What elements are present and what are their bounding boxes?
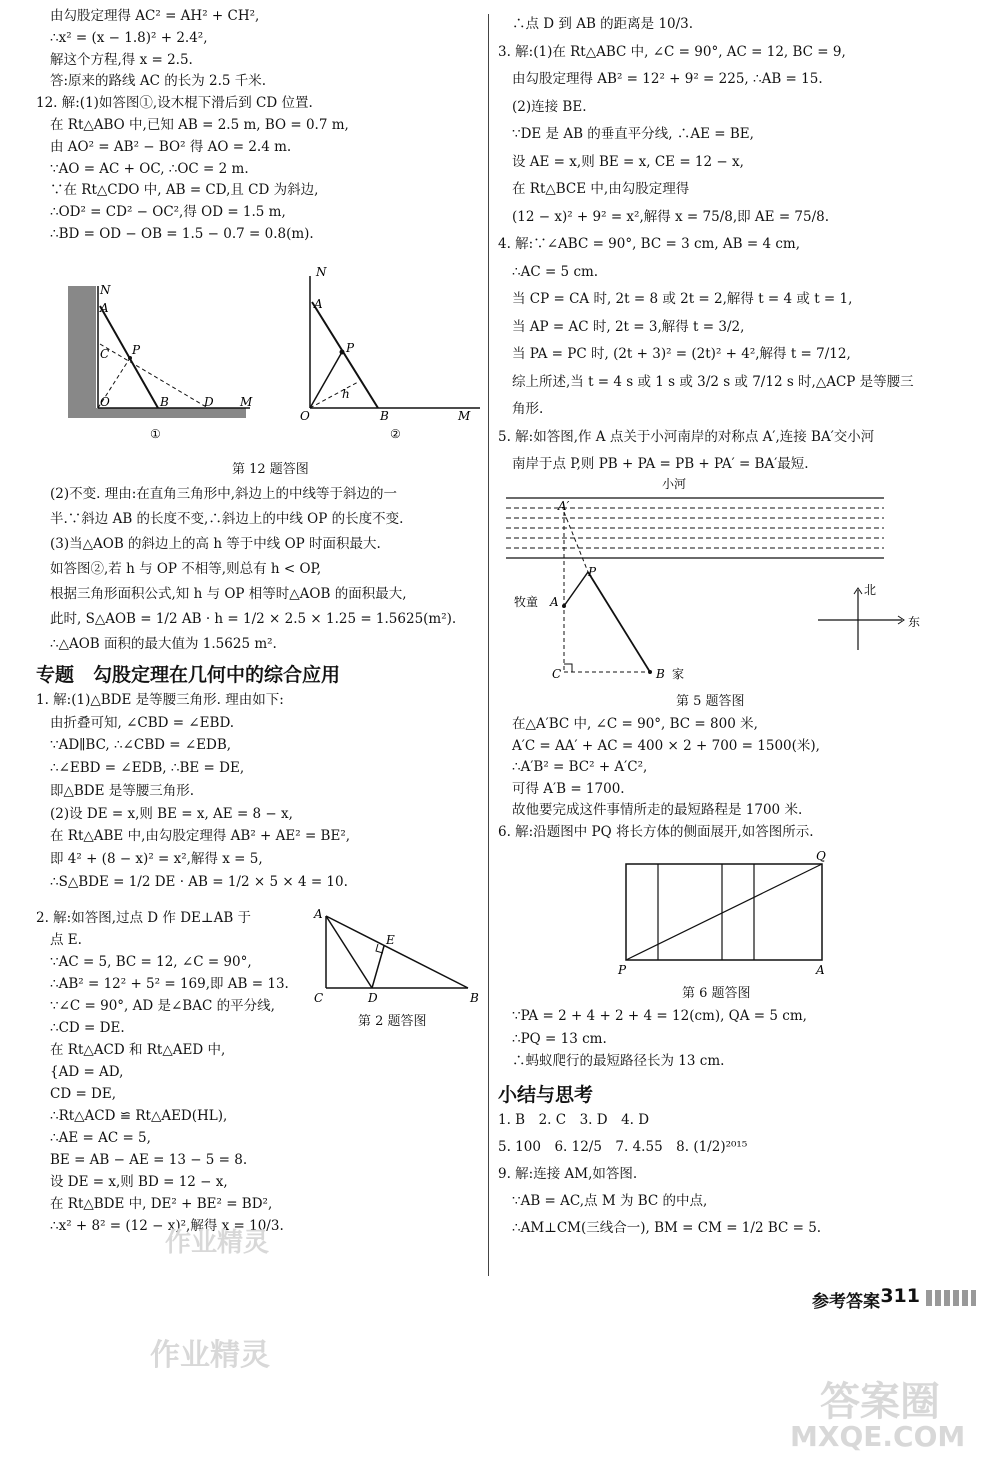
footer-decoration <box>926 1290 976 1306</box>
left-lines-q2-line: 在 Rt△ACD 和 Rt△AED 中, <box>50 1042 226 1058</box>
herder-label: 牧童 <box>514 595 539 609</box>
summary-title: 小结与思考 <box>498 1084 594 1106</box>
right-lines-d-line: ∵AB = AC,点 M 为 BC 的中点, <box>512 1193 708 1209</box>
pt-B1: B <box>160 395 169 409</box>
watermark-4: MXQE.COM <box>790 1420 966 1453</box>
left-lines-q2-line: ∴Rt△ACD ≌ Rt△AED(HL), <box>50 1108 228 1124</box>
left-lines-q2-line: 在 Rt△BDE 中, DE² + BE² = BD², <box>50 1196 273 1212</box>
pt-B2: B <box>380 409 389 423</box>
column-divider <box>488 14 489 1276</box>
left-lines-top-line: ∵在 Rt△CDO 中, AB = CD,且 CD 为斜边, <box>50 182 319 199</box>
pt-D1: D <box>204 395 214 409</box>
right-lines-a-line: 由勾股定理得 AB² = 12² + 9² = 225, ∴AB = 15. <box>512 71 823 87</box>
pt-M1: M <box>240 395 253 409</box>
figure-2 <box>312 906 492 1006</box>
left-lines-mid-line: ∴△AOB 面积的最大值为 1.5625 m². <box>50 636 277 652</box>
right-lines-b-line: 在△A′BC 中, ∠C = 90°, BC = 800 米, <box>512 716 758 732</box>
left-lines-mid-line: 根据三角形面积公式,知 h 与 OP 相等时△AOB 的面积最大, <box>50 586 407 602</box>
figure-12 <box>60 266 500 446</box>
left-lines-top-line: ∴BD = OD − OB = 1.5 − 0.7 = 0.8(m). <box>50 226 314 242</box>
right-lines-a-line: 4. 解:∵∠ABC = 90°, BC = 3 cm, AB = 4 cm, <box>498 236 801 252</box>
left-lines-q1-line: ∵AD∥BC, ∴∠CBD = ∠EDB, <box>50 737 232 754</box>
watermark-1: 作业精灵 <box>165 1228 270 1258</box>
left-lines-q2-line: BE = AB − AE = 13 − 5 = 8. <box>50 1152 248 1168</box>
right-lines-a-line: ∵DE 是 AB 的垂直平分线, ∴AE = BE, <box>512 126 754 142</box>
fig2-pt-E: E <box>386 933 395 947</box>
home-label: 家 <box>672 667 685 681</box>
fig12-caption: 第 12 题答图 <box>232 462 309 477</box>
right-lines-d-line: 9. 解:连接 AM,如答图. <box>498 1166 638 1182</box>
fig5-caption: 第 5 题答图 <box>676 694 745 709</box>
left-lines-q2-line: 点 E. <box>50 932 82 948</box>
pt-A2: A <box>314 297 323 311</box>
pt-O1: O <box>100 395 110 409</box>
pt-C1: C <box>100 347 110 361</box>
right-lines-a-line: ∴点 D 到 AB 的距离是 10/3. <box>512 16 694 32</box>
left-lines-q2-line: 设 DE = x,则 BD = 12 − x, <box>50 1174 228 1190</box>
page-number: 311 <box>880 1285 920 1307</box>
left-lines-q2-line: ∵AC = 5, BC = 12, ∠C = 90°, <box>50 954 252 970</box>
right-lines-a-line: (12 − x)² + 9² = x²,解得 x = 75/8,即 AE = 75/8. <box>512 208 830 225</box>
fig5-pt-A1: A′ <box>558 499 570 513</box>
fig2-pt-B: B <box>470 991 479 1005</box>
right-lines-a-line: 在 Rt△BCE 中,由勾股定理得 <box>512 181 690 197</box>
right-lines-c-line: ∴蚂蚁爬行的最短路径长为 13 cm. <box>512 1053 725 1069</box>
right-lines-b-line: ∴A′B² = BC² + A′C², <box>512 759 648 775</box>
right-lines-b-line: A′C = AA′ + AC = 400 × 2 + 700 = 1500(米), <box>512 737 820 754</box>
right-lines-a-line: ∴AC = 5 cm. <box>512 263 599 280</box>
footer-title: 参考答案 <box>812 1292 880 1312</box>
left-lines-mid-line: (2)不变. 理由:在直角三角形中,斜边上的中线等于斜边的一 <box>50 486 398 502</box>
pt-N2: N <box>316 266 327 279</box>
left-lines-q2-line: CD = DE, <box>50 1086 117 1102</box>
right-lines-a-line: (2)连接 BE. <box>512 98 587 115</box>
right-lines-b-line: 故他要完成这件事情所走的最短路程是 1700 米. <box>512 802 803 818</box>
right-lines-a-line: 角形. <box>512 401 544 417</box>
pt-A1: A <box>100 301 109 315</box>
right-lines-a-line: 3. 解:(1)在 Rt△ABC 中, ∠C = 90°, AC = 12, BC = 9, <box>498 43 846 60</box>
left-lines-q2-line: ∵∠C = 90°, AD 是∠BAC 的平分线, <box>50 998 275 1014</box>
east-label: 东 <box>908 615 921 629</box>
right-lines-c-line: ∴PQ = 13 cm. <box>512 1030 607 1047</box>
pt-P1: P <box>132 343 141 357</box>
right-lines-a-line: 综上所述,当 t = 4 s 或 1 s 或 3/2 s 或 7/12 s 时,△ACP 是等腰三 <box>512 373 914 390</box>
fig5-pt-C: C <box>552 667 562 681</box>
right-lines-a-line: 设 AE = x,则 BE = x, CE = 12 − x, <box>512 153 744 170</box>
right-lines-a-line: 5. 解:如答图,作 A 点关于小河南岸的对称点 A′,连接 BA′交小河 <box>498 428 875 445</box>
left-lines-q2-line: ∴AB² = 12² + 5² = 169,即 AB = 13. <box>50 976 289 992</box>
left-lines-q2-line: {AD = AD, <box>50 1064 124 1080</box>
fig6-caption: 第 6 题答图 <box>682 986 751 1001</box>
left-lines-top-line: ∴OD² = CD² − OC²,得 OD = 1.5 m, <box>50 204 286 221</box>
pt-M2: M <box>458 409 471 423</box>
right-lines-a-line: 南岸于点 P,则 PB + PA = PB + PA′ = BA′最短. <box>512 456 809 472</box>
fig12-label-2: ② <box>390 427 401 441</box>
pt-h: h <box>342 387 350 401</box>
fig6-pt-Q: Q <box>816 849 826 863</box>
left-lines-top-line: 答:原来的路线 AC 的长为 2.5 千米. <box>50 73 267 90</box>
left-lines-q1-line: 即 4² + (8 − x)² = x²,解得 x = 5, <box>50 850 263 867</box>
right-lines-a-line: 当 CP = CA 时, 2t = 8 或 2t = 2,解得 t = 4 或 t = 1, <box>512 291 853 307</box>
left-lines-q1-line: 由折叠可知, ∠CBD = ∠EBD. <box>50 714 235 731</box>
right-lines-a-line: 当 PA = PC 时, (2t + 3)² = (2t)² + 4²,解得 t = 7/12, <box>512 346 851 362</box>
river-label: 小河 <box>662 477 687 491</box>
section-title: 专题 勾股定理在几何中的综合应用 <box>36 664 341 686</box>
watermark-3: 答案圈 <box>820 1379 940 1425</box>
fig6-pt-P: P <box>618 963 627 977</box>
right-lines-a-line: 当 AP = AC 时, 2t = 3,解得 t = 3/2, <box>512 318 745 335</box>
north-label: 北 <box>864 583 877 597</box>
left-lines-mid-line: 此时, S△AOB = 1/2 AB · h = 1/2 × 2.5 × 1.25 = 1.5625(m²). <box>50 611 457 627</box>
left-lines-top-line: 由 AO² = AB² − BO² 得 AO = 2.4 m. <box>50 138 292 155</box>
left-lines-q2-line: ∴CD = DE. <box>50 1020 125 1036</box>
fig5-pt-B: B <box>656 667 665 681</box>
left-lines-q2-line: ∴AE = AC = 5, <box>50 1130 151 1146</box>
left-lines-mid-line: (3)当△AOB 的斜边上的高 h 等于中线 OP 时面积最大. <box>50 536 381 552</box>
right-lines-d-line: 5. 100 6. 12/5 7. 4.55 8. (1/2)²⁰¹⁵ <box>498 1139 748 1155</box>
left-lines-top-line: 在 Rt△ABO 中,已知 AB = 2.5 m, BO = 0.7 m, <box>50 117 349 133</box>
fig2-pt-D: D <box>368 991 378 1005</box>
left-lines-q1-line: 1. 解:(1)△BDE 是等腰三角形. 理由如下: <box>36 692 284 708</box>
left-lines-top-line: ∵AO = AC + OC, ∴OC = 2 m. <box>50 160 249 177</box>
right-lines-b-line: 可得 A′B = 1700. <box>512 780 625 797</box>
left-lines-q1-line: ∴∠EBD = ∠EDB, ∴BE = DE, <box>50 760 245 777</box>
left-lines-mid-line: 半.∵斜边 AB 的长度不变,∴斜边上的中线 OP 的长度不变. <box>50 511 404 527</box>
watermark-2: 作业精灵 <box>150 1338 270 1373</box>
fig5-pt-A: A <box>550 595 559 609</box>
left-lines-top-line: 12. 解:(1)如答图①,设木棍下滑后到 CD 位置. <box>36 95 313 112</box>
fig6-pt-A: A <box>816 963 825 977</box>
fig2-pt-A: A <box>314 907 323 921</box>
figure-5 <box>502 474 952 688</box>
left-lines-q1-line: 即△BDE 是等腰三角形. <box>50 782 195 799</box>
right-lines-b-line: 6. 解:沿题图中 PQ 将长方体的侧面展开,如答图所示. <box>498 823 814 840</box>
fig5-pt-P: P <box>588 565 597 579</box>
pt-P2: P <box>346 341 355 355</box>
pt-N1: N <box>100 283 111 297</box>
right-lines-c-line: ∵PA = 2 + 4 + 2 + 4 = 12(cm), QA = 5 cm, <box>512 1008 807 1024</box>
left-lines-top-line: ∴x² = (x − 1.8)² + 2.4², <box>50 29 208 46</box>
ground-shade <box>68 408 246 418</box>
fig12-label-1: ① <box>150 427 161 441</box>
left-lines-mid-line: 如答图②,若 h 与 OP 不相等,则总有 h < OP, <box>50 561 322 577</box>
wall-shade <box>68 286 96 416</box>
left-lines-q1-line: 在 Rt△ABE 中,由勾股定理得 AB² + AE² = BE², <box>50 828 351 845</box>
fig2-caption: 第 2 题答图 <box>358 1014 427 1029</box>
fig2-pt-C: C <box>314 991 324 1005</box>
figure-6 <box>616 848 836 980</box>
left-lines-q2-line: 2. 解:如答图,过点 D 作 DE⊥AB 于 <box>36 910 252 926</box>
left-lines-top-line: 由勾股定理得 AC² = AH² + CH², <box>50 8 260 24</box>
left-lines-q2-line: ∴x² + 8² = (12 − x)²,解得 x = 10/3. <box>50 1218 284 1234</box>
left-lines-q1-line: (2)设 DE = x,则 BE = x, AE = 8 − x, <box>50 805 293 822</box>
right-lines-d-line: 1. B 2. C 3. D 4. D <box>498 1112 650 1128</box>
right-lines-d-line: ∴AM⊥CM(三线合一), BM = CM = 1/2 BC = 5. <box>512 1220 822 1236</box>
left-lines-top-line: 解这个方程,得 x = 2.5. <box>50 51 193 68</box>
pt-O2: O <box>300 409 310 423</box>
left-lines-q1-line: ∴S△BDE = 1/2 DE · AB = 1/2 × 5 × 4 = 10. <box>50 873 348 890</box>
